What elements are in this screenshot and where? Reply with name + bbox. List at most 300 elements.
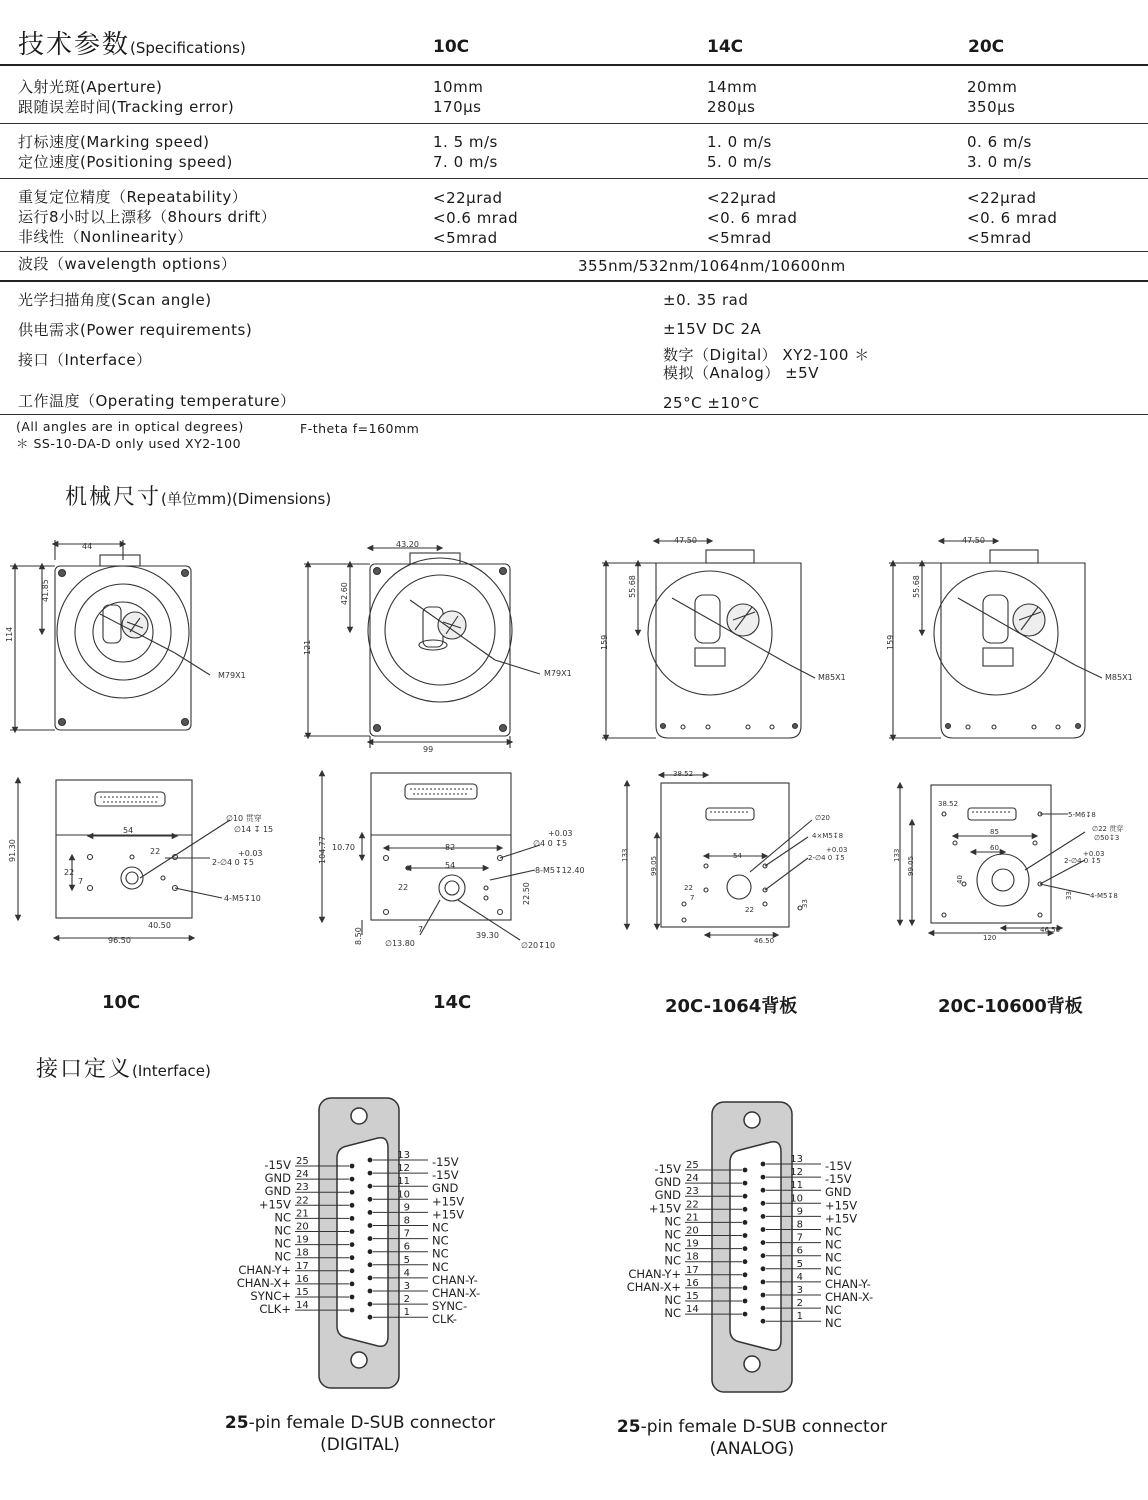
pin-14 [743,1312,748,1317]
pin-signal: NC [825,1237,842,1252]
pin-3 [368,1289,373,1294]
pin-25 [350,1164,355,1169]
pin-4 [761,1280,766,1285]
pin-number: 18 [686,1251,699,1263]
value: 350μs [967,98,1016,116]
dim-14c-m8: 8-M5↧12.40 [535,866,585,875]
col-header-20c: 20C [968,37,1005,57]
pin-15 [743,1299,748,1304]
label-repeatability: 重复定位精度（Repeatability） [18,188,248,206]
dim-14c-tol: +0.03 [548,829,573,838]
pin-number: 23 [686,1186,699,1198]
pin-signal: NC [825,1303,842,1318]
dim-10c-h1: 41.85 [41,579,50,602]
dim-20c-a-54: 54 [733,852,742,860]
col-header-10c: 10C [433,37,470,57]
table-rule [0,414,1148,415]
pin-signal: GND [432,1181,459,1196]
pin-signal: +15V [648,1201,681,1216]
pin-15 [350,1295,355,1300]
caption-10c: 10C [102,992,141,1013]
pin-number: 3 [796,1285,803,1296]
pin-signal: NC [432,1233,449,1248]
pin-signal: +15V [825,1211,858,1226]
pin-signal: NC [825,1316,842,1331]
dim-14c-82: 82 [445,843,456,852]
pin-21 [350,1216,355,1221]
pin-16 [743,1286,748,1291]
cell-10c [433,77,483,117]
pin-signal: NC [664,1293,681,1307]
pin-number: 6 [796,1245,803,1257]
pin-number: 5 [796,1258,803,1270]
caption-14c: 14C [433,992,472,1013]
drawing-14c-front [304,548,540,748]
caption-mode: (DIGITAL) [320,1435,400,1455]
cell-20c [967,132,1032,172]
value: <22μrad [707,189,777,207]
pin-number: 14 [296,1300,309,1312]
pin-7 [761,1240,766,1245]
pin-number: 25 [296,1156,309,1167]
mount-hole [351,1352,367,1368]
value: 170μs [433,98,482,116]
dim-14c-width: 43.20 [396,540,419,549]
dim-10c-4050: 40.50 [148,921,171,930]
pin-number: 22 [686,1199,699,1211]
label-power: 供电需求(Power requirements) [18,321,253,339]
dim-20c-b-bh2: 99.05 [907,855,915,876]
pin-number: 15 [296,1287,309,1298]
pin-number: 24 [686,1173,699,1185]
caption-digital [205,1412,515,1456]
pin-number: 19 [296,1234,309,1246]
pin-8 [368,1223,373,1228]
label-positioning: 定位速度(Positioning speed) [18,153,233,171]
pin-number: 7 [796,1232,803,1244]
pin-number: 14 [686,1304,699,1316]
pin-24 [743,1181,748,1186]
value: <22μrad [433,189,503,207]
dim-20c-b-m5b: 4-M5↧8 [1090,892,1118,900]
pin-number: 19 [686,1238,699,1250]
value-interface-digital: 数字（Digital） XY2-100 ＊ [663,346,870,364]
pin-17 [350,1268,355,1273]
pin-21 [743,1220,748,1225]
pin-10 [761,1201,766,1206]
pin-number: 23 [296,1182,309,1194]
value-scan-angle: ±0. 35 rad [663,291,749,309]
cell-14c [707,188,797,248]
pin-number: 25 [686,1160,699,1171]
drawing-20c-1064-back [627,775,812,935]
pin-16 [350,1282,355,1287]
pin-1 [368,1315,373,1320]
pin-2 [368,1302,373,1307]
dim-14c-54: 54 [445,861,456,870]
dim-20c-a-7: 7 [690,894,695,902]
dim-10c-back-height: 91.30 [8,839,17,862]
table-rule [0,64,1148,66]
pin-12 [761,1175,766,1180]
pin-signal: CHAN-Y+ [238,1262,291,1277]
value: <0.6 mrad [433,209,519,227]
caption-20c-10600: 20C-10600背板 [938,996,1083,1017]
pin-signal: +15V [258,1197,291,1212]
dim-10c-m5: 4-M5↧10 [224,894,261,903]
drawing-10c-back [18,780,230,938]
dim-20c-b-h1: 55.68 [912,575,921,598]
value: <5mrad [967,229,1032,247]
pin-13 [761,1162,766,1167]
value: 280μs [707,98,756,116]
pin-number: 9 [403,1202,410,1214]
pin-signal: +15V [432,1207,465,1222]
cell-20c [967,188,1057,248]
pin-number: 5 [403,1254,410,1266]
dim-10c-22b: 22 [64,868,75,877]
pin-number: 8 [403,1215,410,1227]
drawing-20c-10600-front [889,541,1102,738]
dim-10c-9650: 96.50 [108,936,131,945]
pin-number: 16 [686,1277,699,1289]
connector-face [337,1138,388,1347]
pin-5 [368,1262,373,1267]
caption-num: 25 [616,1417,641,1437]
pin-23 [350,1190,355,1195]
dim-20c-b-40: 40 [956,875,964,884]
label-wavelength: 波段（wavelength options） [18,255,237,273]
dim-20c-b-phi4: 2-∅4 0 ↧5 [1064,857,1101,865]
pin-22 [743,1207,748,1212]
dim-20c-b-bh: 133 [893,848,901,862]
pin-number: 6 [403,1241,410,1253]
pin-signal: NC [664,1240,681,1255]
row-label [18,77,234,117]
dim-20c-b-120: 120 [983,934,997,942]
pin-number: 24 [296,1169,309,1181]
dim-20c-a-22: 22 [684,884,693,892]
pin-signal: NC [664,1214,681,1229]
dim-20c-b-width: 47.50 [962,536,985,545]
value: <0. 6 mrad [967,209,1058,227]
pin-17 [743,1272,748,1277]
pin-number: 3 [403,1281,410,1292]
pin-5 [761,1266,766,1271]
pin-18 [350,1255,355,1260]
pin-signal: GND [654,1175,681,1190]
pin-23 [743,1194,748,1199]
dim-20c-a-3852: 38.52 [673,770,694,778]
pin-signal: NC [274,1223,291,1238]
value-power: ±15V DC 2A [663,320,762,338]
caption-mode: (ANALOG) [709,1439,795,1459]
label-aperture: 入射光斑(Aperture) [18,78,163,96]
dim-10c-thread: M79X1 [218,671,246,680]
pin-22 [350,1203,355,1208]
pin-20 [743,1233,748,1238]
pin-18 [743,1259,748,1264]
pin-signal: -15V [432,1168,459,1183]
note-optical: (All angles are in optical degrees) [16,419,244,434]
drawing-10c-front [10,540,210,730]
dim-10c-width: 44 [82,542,93,551]
dim-14c-1070: 10.70 [332,843,355,852]
interface-title: 接口定义(Interface) [36,1057,211,1082]
cell-10c [433,188,518,248]
dim-20c-b-phi22: ∅22 贯穿 [1092,825,1124,833]
dim-20c-a-h1: 55.68 [628,575,637,598]
pin-signal: -15V [654,1162,681,1176]
pin-number: 21 [296,1208,309,1220]
pin-signal: GND [264,1184,291,1199]
label-scan-angle: 光学扫描角度(Scan angle) [18,291,212,309]
pin-4 [368,1276,373,1281]
dim-20c-b-m5a: 5-M6↧8 [1068,811,1096,819]
mount-hole [744,1112,760,1128]
caption-text: -pin female D-SUB connector [640,1417,888,1437]
value: 1. 0 m/s [707,133,772,151]
dim-20c-a-phi20: ∅20 [815,814,831,822]
pin-signal: SYNC- [432,1299,468,1314]
value-interface-analog: 模拟（Analog） ±5V [663,364,819,382]
pin-signal: NC [274,1236,291,1251]
pin-10 [368,1197,373,1202]
caption-num: 25 [224,1413,249,1433]
row-label [18,187,276,247]
pin-8 [761,1227,766,1232]
pin-25 [743,1168,748,1173]
spec-title: 技术参数(Specifications) [18,30,246,60]
pin-number: 16 [296,1273,309,1285]
dim-20c-a-22b: 22 [745,906,754,914]
pin-number: 9 [796,1206,803,1218]
pin-signal: CHAN-X- [825,1290,874,1304]
value: <22μrad [967,189,1037,207]
pin-signal: GND [825,1185,852,1200]
pin-number: 7 [403,1228,410,1240]
pin-signal: CLK+ [259,1302,291,1317]
pin-number: 18 [296,1247,309,1259]
pin-12 [368,1171,373,1176]
cell-10c [433,132,498,172]
pin-14 [350,1308,355,1313]
mount-hole [351,1108,367,1124]
dimensions-title: 机械尺寸(单位mm)(Dimensions) [65,485,332,510]
pin-9 [761,1214,766,1219]
label-nonlinearity: 非线性（Nonlinearity） [18,228,193,246]
pin-signal: NC [664,1227,681,1242]
value-wavelength: 355nm/532nm/1064nm/10600nm [578,257,846,275]
pin-signal: +15V [825,1198,858,1213]
pin-signal: +15V [432,1194,465,1209]
pin-signal: NC [432,1246,449,1261]
value: <5mrad [433,229,498,247]
value: 20mm [967,78,1018,96]
pin-signal: NC [664,1306,681,1321]
pin-number: 15 [686,1291,699,1302]
cell-20c [967,77,1017,117]
dim-20c-a-m5: 4×M5↧8 [812,832,844,840]
pin-signal: CHAN-Y- [432,1272,478,1287]
pin-number: 17 [296,1260,309,1272]
dim-20c-a-bh: 133 [621,848,629,862]
pin-number: 12 [790,1167,803,1179]
pin-number: 4 [796,1271,803,1283]
dim-10c-54: 54 [123,826,134,835]
dim-20c-b-thread: M85X1 [1105,673,1133,682]
pin-19 [743,1246,748,1251]
pin-signal: NC [432,1259,449,1274]
pin-signal: -15V [432,1155,459,1169]
dim-20c-a-tol: +0.03 [826,846,848,854]
pin-number: 10 [397,1189,410,1201]
pin-11 [761,1188,766,1193]
pin-signal: -15V [825,1159,852,1173]
dim-14c-height: 121 [303,639,312,655]
dim-20c-b-33: 33 [1065,891,1073,900]
pin-1 [761,1319,766,1324]
dim-20c-a-phi4: 2-∅4 0 ↧5 [808,854,845,862]
label-interface: 接口（Interface） [18,351,152,369]
label-tracking: 跟随误差时间(Tracking error) [18,98,235,116]
table-rule [0,251,1148,252]
value: 1. 5 m/s [433,133,498,151]
dim-14c-phi20: ∅20↧10 [521,941,556,950]
pin-number: 12 [397,1163,410,1175]
pin-signal: GND [654,1188,681,1203]
pin-2 [761,1306,766,1311]
label-drift: 运行8小时以上漂移（8hours drift） [18,208,277,226]
dim-10c-phi4: 2-∅4 0 ↧5 [212,858,255,867]
pin-signal: -15V [825,1172,852,1187]
dsub-digital [200,1090,520,1390]
dim-20c-b-60: 60 [990,844,999,852]
pin-signal: CLK- [432,1312,457,1327]
dim-10c-tol: +0.03 [238,849,263,858]
pin-signal: GND [264,1171,291,1186]
pin-signal: NC [825,1224,842,1239]
pin-6 [761,1253,766,1258]
dsub-analog [590,1094,910,1394]
dim-14c-22: 22 [398,883,409,892]
dim-10c-phi10: ∅10 贯穿 [226,814,262,823]
pin-number: 4 [403,1267,410,1279]
pin-number: 17 [686,1264,699,1276]
pin-signal: NC [274,1210,291,1225]
pin-signal: CHAN-X+ [236,1275,291,1290]
dim-20c-b-85: 85 [990,828,999,836]
dim-20c-a-width: 47.50 [674,536,697,545]
value: 7. 0 m/s [433,153,498,171]
dim-20c-b-4650: 46.50 [1040,926,1061,934]
dim-14c-phi4: ∅4 0 ↧5 [533,839,568,848]
pin-signal: CHAN-X- [432,1286,481,1300]
cell-14c [707,77,757,117]
pin-20 [350,1229,355,1234]
pin-3 [761,1293,766,1298]
pin-number: 22 [296,1195,309,1207]
table-rule [0,178,1148,179]
pin-number: 20 [296,1221,309,1233]
pin-signal: CHAN-Y+ [628,1266,681,1281]
pin-number: 2 [796,1298,803,1310]
dim-20c-a-33: 33 [801,899,809,908]
pin-number: 21 [686,1212,699,1224]
pin-signal: NC [432,1220,449,1235]
pin-13 [368,1158,373,1163]
value: 14mm [707,78,758,96]
pin-signal: NC [274,1249,291,1264]
drawing-20c-1064-front [602,541,815,738]
mount-hole [744,1356,760,1372]
drawing-group [5,536,1133,950]
connector-face [730,1142,781,1351]
caption-text: -pin female D-SUB connector [248,1413,496,1433]
dim-10c-7: 7 [78,877,84,886]
row-label [18,132,233,172]
value: 5. 0 m/s [707,153,772,171]
drawing-14c-back [322,773,540,940]
dim-14c-2250: 22.50 [522,882,531,905]
pin-number: 13 [397,1150,410,1161]
pin-number: 11 [397,1176,410,1188]
dim-20c-a-height: 159 [600,634,609,650]
value: <5mrad [707,229,772,247]
col-header-14c: 14C [707,37,744,57]
dim-20c-b-phi50: ∅50↧3 [1094,834,1120,842]
pin-6 [368,1249,373,1254]
dim-14c-back-height: 104.77 [318,836,327,864]
value: 3. 0 m/s [967,153,1032,171]
pin-9 [368,1210,373,1215]
pin-signal: -15V [264,1158,291,1172]
pin-signal: NC [664,1253,681,1268]
dim-10c-height: 114 [5,626,14,642]
label-temperature: 工作温度（Operating temperature） [18,392,296,410]
dim-10c-22a: 22 [150,847,161,856]
pin-11 [368,1184,373,1189]
dim-14c-7: 7 [418,925,424,934]
pin-number: 11 [790,1180,803,1192]
pin-24 [350,1177,355,1182]
dim-20c-a-4650: 46.50 [754,937,775,945]
pin-number: 1 [403,1307,410,1319]
value-temperature: 25°C ±10°C [663,394,760,412]
value: 0. 6 m/s [967,133,1032,151]
pin-number: 8 [796,1219,803,1231]
pin-signal: CHAN-Y- [825,1276,871,1291]
table-rule [0,280,1148,282]
dim-20c-b-3852: 38.52 [938,800,959,808]
dimension-drawings [0,520,1148,960]
pin-number: 20 [686,1225,699,1237]
pin-number: 1 [796,1311,803,1323]
pin-number: 10 [790,1193,803,1205]
pin-7 [368,1236,373,1241]
dim-20c-a-bh2: 99.05 [650,855,658,876]
cell-14c [707,132,772,172]
dim-20c-b-height: 159 [886,634,895,650]
note-ss: ＊ SS-10-DA-D only used XY2-100 [16,436,242,451]
note-ftheta: F-theta f=160mm [300,421,420,436]
label-marking: 打标速度(Marking speed) [18,133,210,151]
pin-number: 2 [403,1294,410,1306]
dim-20c-b-tol: +0.03 [1083,850,1105,858]
dim-14c-850: 8.50 [354,927,363,945]
pin-19 [350,1242,355,1247]
dim-14c-w99: 99 [423,745,434,754]
